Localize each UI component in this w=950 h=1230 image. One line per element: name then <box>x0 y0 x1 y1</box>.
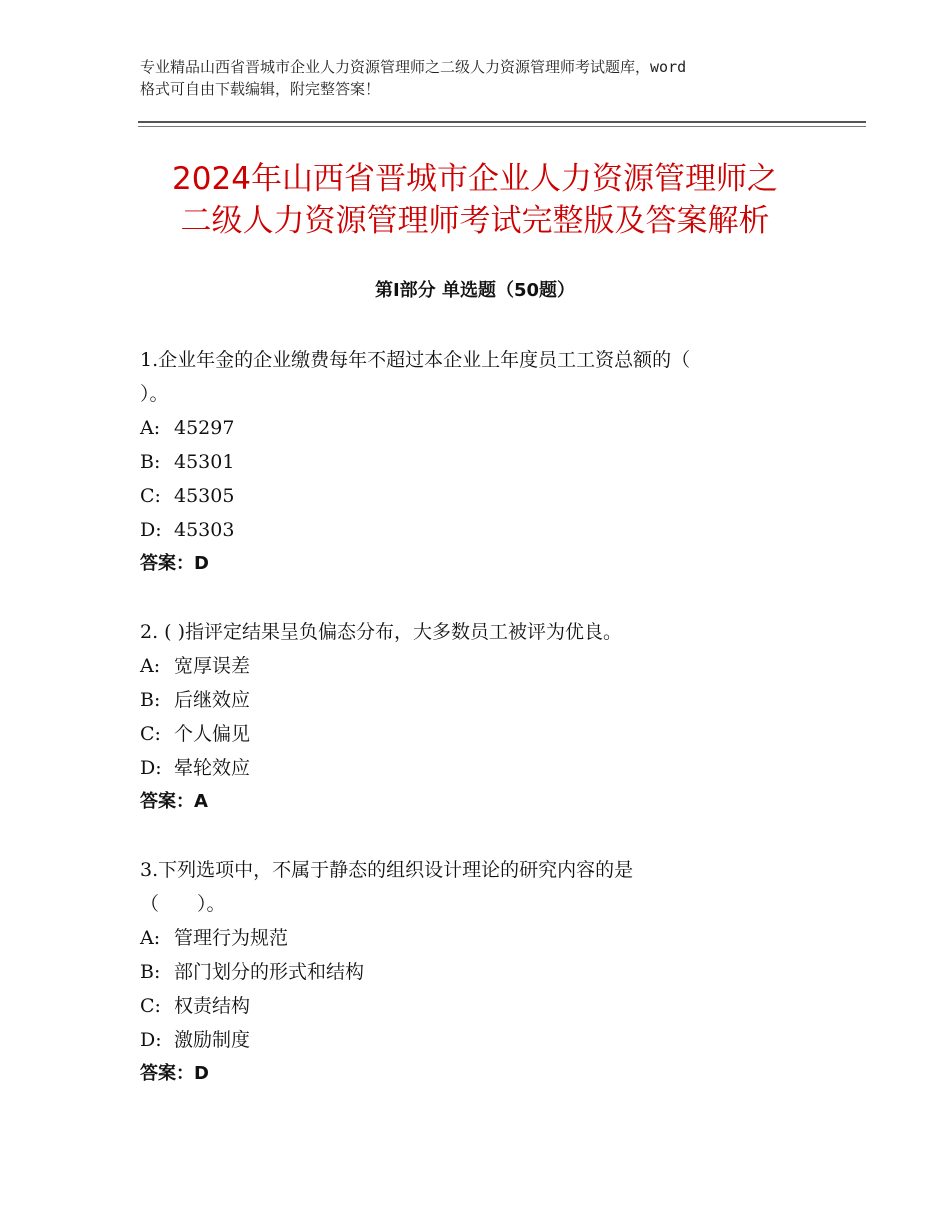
option-text: 后继效应 <box>174 689 251 711</box>
header-note-line: 格式可自由下载编辑，附完整答案！ <box>140 80 381 98</box>
option-b <box>140 683 820 717</box>
option-d <box>140 1023 820 1057</box>
document-title <box>100 158 850 242</box>
question-3 <box>140 853 820 1091</box>
question-list <box>140 343 820 1125</box>
option-text: 权责结构 <box>174 995 251 1017</box>
option-text: 部门划分的形式和结构 <box>174 961 365 983</box>
option-letter: D: <box>140 757 162 779</box>
option-text: 个人偏见 <box>174 723 251 745</box>
section-title: 第Ⅰ部分 单选题（50题） <box>374 280 575 301</box>
option-letter: C: <box>140 723 161 745</box>
title-line: 二级人力资源管理师考试完整版及答案解析 <box>180 203 770 239</box>
option-letter: A: <box>140 927 161 949</box>
option-c <box>140 479 820 513</box>
option-letter: B: <box>140 451 161 473</box>
option-a <box>140 921 820 955</box>
option-c <box>140 989 820 1023</box>
question-stem-continued: （ ）。 <box>140 893 226 915</box>
option-c <box>140 717 820 751</box>
header-divider-thin <box>138 126 866 127</box>
option-b <box>140 445 820 479</box>
answer-line: 答案：D <box>140 1063 209 1084</box>
option-text: 晕轮效应 <box>174 757 251 779</box>
question-stem: 1.企业年金的企业缴费每年不超过本企业上年度员工工资总额的（ <box>140 349 691 371</box>
option-letter: B: <box>140 689 161 711</box>
answer-line: 答案：D <box>140 553 209 574</box>
answer-line: 答案：A <box>140 791 208 812</box>
option-letter: C: <box>140 995 161 1017</box>
option-b <box>140 955 820 989</box>
question-stem: 2. ( )指评定结果呈负偏态分布，大多数员工被评为优良。 <box>140 621 623 643</box>
header-divider-thick <box>138 121 866 123</box>
option-d <box>140 751 820 785</box>
question-2 <box>140 615 820 819</box>
option-a <box>140 411 820 445</box>
question-stem-continued: ）。 <box>140 383 169 405</box>
option-letter: A: <box>140 655 161 677</box>
option-text: 宽厚误差 <box>174 655 251 677</box>
question-1 <box>140 343 820 581</box>
option-d <box>140 513 820 547</box>
option-text: 激励制度 <box>174 1029 251 1051</box>
question-stem: 3.下列选项中，不属于静态的组织设计理论的研究内容的是 <box>140 859 634 881</box>
option-letter: D: <box>140 519 162 541</box>
option-text: 45303 <box>174 519 235 541</box>
option-text: 45297 <box>174 417 235 439</box>
option-a <box>140 649 820 683</box>
option-text: 45301 <box>174 451 235 473</box>
option-text: 45305 <box>174 485 235 507</box>
header-note <box>140 56 840 100</box>
option-letter: C: <box>140 485 161 507</box>
option-letter: D: <box>140 1029 162 1051</box>
option-text: 管理行为规范 <box>174 927 289 949</box>
option-letter: B: <box>140 961 161 983</box>
title-line: 2024年山西省晋城市企业人力资源管理师之 <box>172 161 778 197</box>
header-note-line: 专业精品山西省晋城市企业人力资源管理师之二级人力资源管理师考试题库，word <box>140 58 687 76</box>
option-letter: A: <box>140 417 161 439</box>
